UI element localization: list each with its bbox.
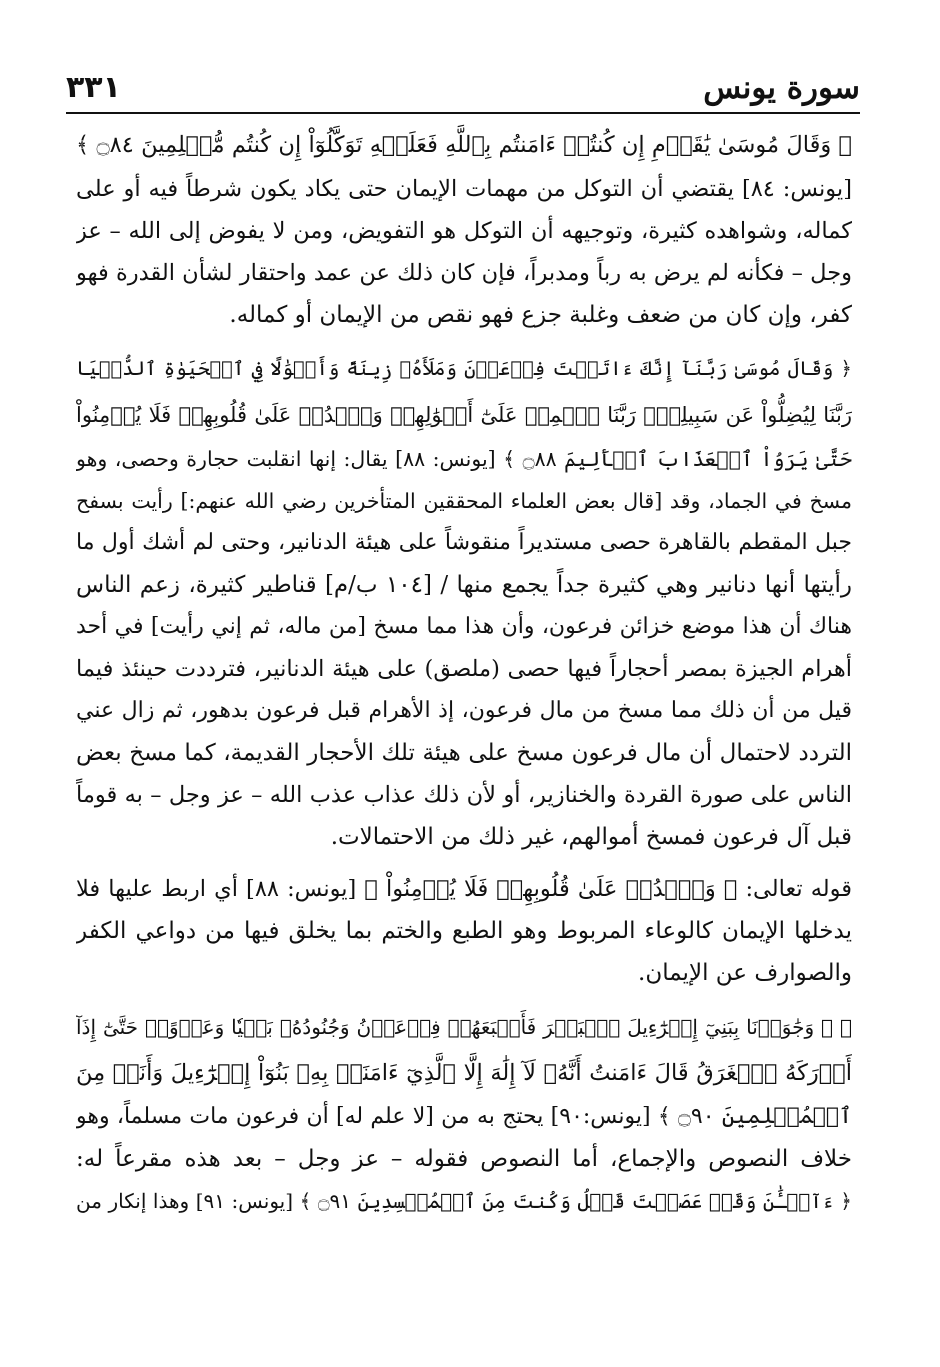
text-line: والصوارف عن الإيمان. <box>638 960 852 986</box>
paragraph <box>76 1004 852 1222</box>
paragraph <box>76 122 852 336</box>
text-line: يدخلها الإيمان كالوعاء المربوط وهو الطبع والختم بما يخلق فيها من دواعي الكفر <box>76 918 852 944</box>
text-line: الناس على صورة القردة والخنازير، أو لأن ذلك عذاب عذب الله – عز وجل – به قوماً <box>76 782 852 808</box>
text-line: أهرام الجيزة بمصر أحجاراً فيها حصى (ملصق) على هيئة الدنانير، فترددت حينئذ فيما <box>76 656 852 682</box>
text-line: ﴿ ءَآلۡـَٰٔنَ وَقَدۡ عَصَيۡتَ قَبۡلُ وَكُنتَ مِنَ ٱلۡمُفۡسِدِينَ ۝٩١ ﴾ [يونس: ٩١] وهذا إنكار من <box>76 1189 852 1213</box>
quran-verse-line: رَبَّنَا لِيُضِلُّواْ عَن سَبِيلِكَۖ رَبَّنَا ٱطۡمِسۡ عَلَىٰٓ أَمۡوَٰلِهِمۡ وَٱشۡدُدۡ عَلَىٰ قُلُوبِهِمۡ فَلَا يُؤۡمِنُواْ <box>76 403 852 427</box>
quran-verse-line: ﴿ وَقَالَ مُوسَىٰ رَبَّنَآ إِنَّكَ ءَاتَيۡتَ فِرۡعَوۡنَ وَمَلَأَهُۥ زِينَةً وَأَمۡوَٰلًا فِي ٱلۡحَيَوٰةِ ٱلدُّنۡيَا <box>76 357 852 380</box>
quran-verse-line: ﴿ وَقَالَ مُوسَىٰ يَٰقَوۡمِ إِن كُنتُمۡ ءَامَنتُم بِٱللَّهِ فَعَلَيۡهِ تَوَكَّلُوٓاْ إِن كُنتُم مُّسۡلِمِينَ ۝٨٤ ﴾ <box>76 132 852 158</box>
text-line: ٱلۡمُسۡلِمِينَ ۝٩٠ ﴾ [يونس:٩٠] يحتج به من [لا علم له] أن فرعون مات مسلماً، وهو <box>76 1104 852 1129</box>
text-line: هناك أن هذا موضع خزائن فرعون، وأن هذا مما مسخ [من ماله، ثم إني رأيت] في أحد <box>76 614 852 639</box>
quran-verse-line: ﴿ ۞ وَجَٰوَزۡنَا بِبَنِيٓ إِسۡرَٰٓءِيلَ ٱلۡبَحۡرَ فَأَتۡبَعَهُمۡ فِرۡعَوۡنُ وَجُنُودُهُۥ بَغۡيٗا وَعَدۡوًاۖ حَتَّىٰٓ إِذَآ <box>76 1015 852 1039</box>
text-line: جبل المقطم بالقاهرة حصى مستديراً منقوشاً على هيئة الدنانير، وحتى لم أشك أول ما <box>76 530 852 555</box>
text-line: التردد لاحتمال أن مال فرعون مسخ على هيئة تلك الأحجار القديمة، كما مسخ بعض <box>76 740 852 766</box>
page-body <box>76 122 852 1232</box>
text-line: قيل من أن ذلك مما مسخ من مال فرعون، إذ الأهرام قبل فرعون بدهور، ثم زال عني <box>76 698 852 723</box>
text-line: قبل آل فرعون فمسخ أموالهم، غير ذلك من الاحتمالات. <box>330 824 852 850</box>
text-line: رأيتها أنها دنانير وهي كثيرة جداً يجمع منها / [١٠٤ ب/م] قناطير كثيرة، زعم الناس <box>76 572 852 598</box>
text-line: حَتَّىٰ يَرَوُاْ ٱلۡعَذَابَ ٱلۡأَلِيمَ ۝٨٨ ﴾ [يونس: ٨٨] يقال: إنها انقلبت حجارة وحصى، وهو <box>76 447 852 471</box>
text-line: كفر، وإن كان من ضعف وغلبة جزع فهو نقص من الإيمان أو كماله. <box>229 302 852 328</box>
running-header <box>66 58 860 108</box>
text-line: كماله، وشواهده كثيرة، وتوجيهه أن التوكل هو التفويض، ومن لا يفوض إلى الله – عز <box>76 218 852 244</box>
page-number: ٣٣١ <box>66 70 121 105</box>
text-line: وجل – فكأنه لم يرض به رباً ومدبراً، فإن كان ذلك عن عمد واحتقار لشأن القدرة فهو <box>76 260 852 286</box>
text-line: خلاف النصوص والإجماع، أما النصوص فقوله – عز وجل – بعد هذه مقرعاً له: <box>76 1146 852 1172</box>
text-line: [يونس: ٨٤] يقتضي أن التوكل من مهمات الإيمان حتى يكاد يكون شرطاً فيه أو على <box>76 176 852 202</box>
quran-verse-line: أَدۡرَكَهُ ٱلۡغَرَقُ قَالَ ءَامَنتُ أَنَّهُۥ لَآ إِلَٰهَ إِلَّا ٱلَّذِيٓ ءَامَنَتۡ بِهِۦ بَنُوٓاْ إِسۡرَٰٓءِيلَ وَأَنَا۠ مِنَ <box>76 1060 852 1086</box>
paragraph <box>76 868 852 994</box>
header-rule <box>66 112 860 114</box>
text-line: قوله تعالى: ﴿ وَٱشۡدُدۡ عَلَىٰ قُلُوبِهِمۡ فَلَا يُؤۡمِنُواْ ﴾ [يونس: ٨٨] أي اربط عليها فلا <box>76 876 852 902</box>
paragraph <box>76 346 852 858</box>
text-line: مسخ في الجماد، وقد [قال بعض العلماء المحققين المتأخرين رضي الله عنهم:] رأيت بسفح <box>76 489 852 513</box>
surah-title: سورة يونس <box>703 70 860 106</box>
